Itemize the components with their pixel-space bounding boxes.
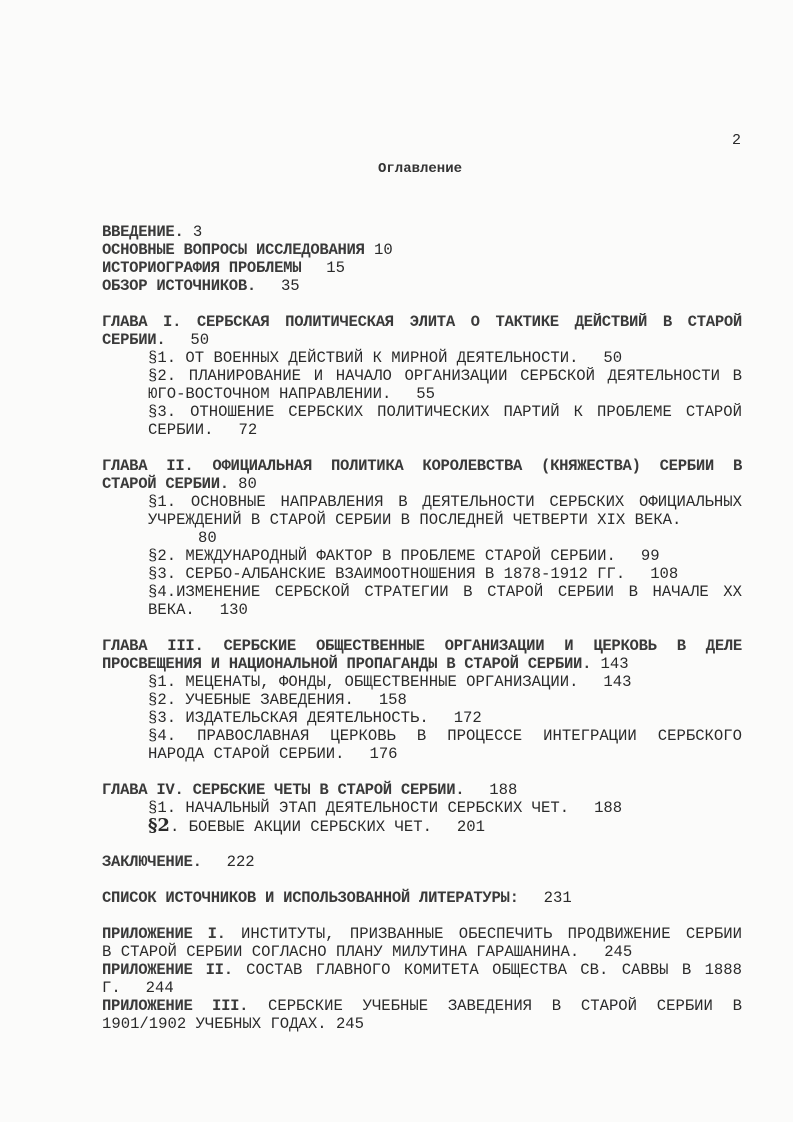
- page-ref: 3: [192, 223, 203, 241]
- toc-heading: [102, 457, 742, 493]
- page-ref: 50: [603, 349, 623, 367]
- toc-line: [148, 565, 742, 583]
- toc-line: [102, 475, 742, 493]
- page-ref: 35: [280, 277, 300, 295]
- entry-text: 1901/1902 УЧЕБНЫХ ГОДАХ.: [102, 1015, 327, 1033]
- toc-line: [102, 637, 742, 655]
- entry-text: §1. НАЧАЛЬНЫЙ ЭТАП ДЕЯТЕЛЬНОСТИ СЕРБСКИХ ЧЕТ.: [148, 799, 570, 817]
- toc-subsection: [102, 565, 742, 583]
- toc-heading: [102, 223, 742, 241]
- page-ref: 245: [604, 943, 633, 961]
- toc-line: [148, 601, 742, 619]
- toc-line: [148, 799, 742, 817]
- entry-text: ГЛАВА III. СЕРБСКИЕ ОБЩЕСТВЕННЫЕ ОРГАНИЗАЦИИ И ЦЕРКОВЬ В ДЕЛЕ: [102, 637, 742, 655]
- toc-line: [102, 331, 742, 349]
- toc-heading: [102, 259, 742, 277]
- page-ref: 50: [190, 331, 210, 349]
- page-ref: 99: [640, 547, 660, 565]
- page-ref: 80: [198, 529, 217, 547]
- toc-line: [148, 547, 742, 565]
- toc-line: [102, 961, 742, 979]
- page-ref: 10: [374, 241, 393, 259]
- page-ref: 172: [453, 709, 482, 727]
- toc-line: [102, 1015, 742, 1033]
- entry-text: ЮГО-ВОСТОЧНОМ НАПРАВЛЕНИИ.: [148, 385, 392, 403]
- page-ref: 244: [145, 979, 174, 997]
- entry-text: ВВЕДЕНИЕ.: [102, 223, 184, 241]
- toc-line: [148, 367, 742, 385]
- entry-text: ГЛАВА IV. СЕРБСКИЕ ЧЕТЫ В СТАРОЙ СЕРБИИ.: [102, 781, 465, 799]
- toc-subsection: [102, 349, 742, 367]
- toc-line: [148, 673, 742, 691]
- entry-text: ВЕКА.: [148, 601, 195, 619]
- entry-text: ИНСТИТУТЫ, ПРИЗВАННЫЕ ОБЕСПЕЧИТЬ ПРОДВИЖЕНИЕ СЕРБИИ: [225, 925, 742, 943]
- entry-text: §3. СЕРБО-АЛБАНСКИЕ ВЗАИМООТНОШЕНИЯ В 1878-1912 ГГ.: [148, 565, 626, 583]
- toc-heading: [102, 637, 742, 673]
- blank-line: [102, 439, 742, 457]
- blank-line: [102, 295, 742, 313]
- toc-line: [102, 979, 742, 997]
- entry-text: §3. ИЗДАТЕЛЬСКАЯ ДЕЯТЕЛЬНОСТЬ.: [148, 709, 429, 727]
- toc-line: [102, 889, 742, 907]
- toc-line: [148, 817, 742, 835]
- entry-text: В СТАРОЙ СЕРБИИ СОГЛАСНО ПЛАНУ МИЛУТИНА ГАРАШАНИНА.: [102, 943, 580, 961]
- toc-line: [148, 403, 742, 421]
- appendix-label: ПРИЛОЖЕНИЕ III.: [102, 997, 249, 1015]
- page-title: Оглавление: [377, 161, 462, 177]
- blank-line: [102, 619, 742, 637]
- table-of-contents: [102, 223, 742, 1033]
- toc-line: [102, 223, 742, 241]
- toc-line: [148, 727, 742, 745]
- page-ref: 158: [378, 691, 407, 709]
- toc-line: [148, 529, 742, 547]
- toc-appendix: [102, 997, 742, 1033]
- toc-line: [148, 583, 742, 601]
- toc-heading: [102, 241, 742, 259]
- entry-text: §1. ОТ ВОЕННЫХ ДЕЙСТВИЙ К МИРНОЙ ДЕЯТЕЛЬНОСТИ.: [148, 349, 579, 367]
- toc-line: [148, 745, 742, 763]
- blank-line: [102, 907, 742, 925]
- entry-text: Г.: [102, 979, 121, 997]
- entry-text: УЧРЕЖДЕНИЙ В СТАРОЙ СЕРБИИ В ПОСЛЕДНЕЙ ЧЕТВЕРТИ XIX ВЕКА.: [148, 511, 682, 529]
- toc-line: [102, 943, 742, 961]
- toc-heading: [102, 853, 742, 871]
- entry-text: СЕРБСКИЕ УЧЕБНЫЕ ЗАВЕДЕНИЯ В СТАРОЙ СЕРБИИ В: [248, 997, 742, 1015]
- toc-line: [148, 421, 742, 439]
- toc-subsection: [102, 709, 742, 727]
- toc-line: [102, 277, 742, 295]
- toc-line: [102, 853, 742, 871]
- page-ref: 15: [326, 259, 345, 277]
- blank-line: [102, 835, 742, 853]
- entry-text: ОБЗОР ИСТОЧНИКОВ.: [102, 277, 256, 295]
- page-ref: 188: [489, 781, 518, 799]
- entry-text: СЕРБИИ.: [102, 331, 166, 349]
- toc-line: [148, 349, 742, 367]
- toc-line: [102, 781, 742, 799]
- page-ref: 245: [335, 1015, 365, 1033]
- toc-subsection: [102, 727, 742, 763]
- toc-subsection: [102, 583, 742, 619]
- entry-text: ГЛАВА II. ОФИЦИАЛЬНАЯ ПОЛИТИКА КОРОЛЕВСТВА (КНЯЖЕСТВА) СЕРБИИ В: [102, 457, 742, 475]
- appendix-label: ПРИЛОЖЕНИЕ II.: [102, 961, 233, 979]
- toc-line: [148, 709, 742, 727]
- toc-subsection: [102, 673, 742, 691]
- page-ref: 72: [238, 421, 258, 439]
- toc-subsection: [102, 691, 742, 709]
- entry-text: СОСТАВ ГЛАВНОГО КОМИТЕТА ОБЩЕСТВА СВ. САВВЫ В 1888: [232, 961, 742, 979]
- page-number: 2: [732, 132, 742, 149]
- handwritten-section-number: §2: [148, 815, 170, 836]
- toc-subsection: [102, 493, 742, 547]
- toc-heading: [102, 889, 742, 907]
- entry-text: СПИСОК ИСТОЧНИКОВ И ИСПОЛЬЗОВАННОЙ ЛИТЕРАТУРЫ:: [102, 889, 519, 907]
- page-ref: 222: [226, 853, 255, 871]
- page-ref: 108: [650, 565, 679, 583]
- page-ref: 201: [456, 818, 485, 836]
- toc-appendix: [102, 961, 742, 997]
- entry-text: ГЛАВА I. СЕРБСКАЯ ПОЛИТИЧЕСКАЯ ЭЛИТА О ТАКТИКЕ ДЕЙСТВИЙ В СТАРОЙ: [102, 313, 742, 331]
- toc-line: [102, 997, 742, 1015]
- toc-line: [102, 313, 742, 331]
- entry-text: §2. УЧЕБНЫЕ ЗАВЕДЕНИЯ.: [148, 691, 354, 709]
- toc-subsection: [102, 799, 742, 817]
- toc-line: [102, 259, 742, 277]
- entry-text: §2. МЕЖДУНАРОДНЫЙ ФАКТОР В ПРОБЛЕМЕ СТАРОЙ СЕРБИИ.: [148, 547, 616, 565]
- page-ref: 188: [594, 799, 623, 817]
- entry-text: §4.ИЗМЕНЕНИЕ СЕРБСКОЙ СТРАТЕГИИ В СТАРОЙ СЕРБИИ В НАЧАЛЕ XX: [148, 583, 742, 601]
- entry-text: . БОЕВЫЕ АКЦИИ СЕРБСКИХ ЧЕТ.: [169, 818, 432, 836]
- appendix-label: ПРИЛОЖЕНИЕ I.: [102, 925, 226, 943]
- entry-text: §1. МЕЦЕНАТЫ, ФОНДЫ, ОБЩЕСТВЕННЫЕ ОРГАНИЗАЦИИ.: [148, 673, 579, 691]
- page-ref: 80: [238, 475, 257, 493]
- toc-subsection: [102, 817, 742, 835]
- entry-text: §3. ОТНОШЕНИЕ СЕРБСКИХ ПОЛИТИЧЕСКИХ ПАРТИЙ К ПРОБЛЕМЕ СТАРОЙ: [148, 403, 742, 421]
- toc-subsection: [102, 367, 742, 403]
- entry-text: СТАРОЙ СЕРБИИ.: [102, 475, 229, 493]
- entry-text: §1. ОСНОВНЫЕ НАПРАВЛЕНИЯ В ДЕЯТЕЛЬНОСТИ СЕРБСКИХ ОФИЦИАЛЬНЫХ: [148, 493, 742, 511]
- toc-line: [148, 691, 742, 709]
- blank-line: [102, 763, 742, 781]
- toc-line: [102, 925, 742, 943]
- blank-line: [102, 871, 742, 889]
- toc-line: [148, 511, 742, 529]
- entry-text: СЕРБИИ.: [148, 421, 214, 439]
- toc-line: [148, 493, 742, 511]
- page-ref: 55: [416, 385, 435, 403]
- page-ref: 176: [369, 745, 398, 763]
- toc-subsection: [102, 403, 742, 439]
- toc-subsection: [102, 547, 742, 565]
- toc-line: [148, 385, 742, 403]
- entry-text: НАРОДА СТАРОЙ СЕРБИИ.: [148, 745, 345, 763]
- entry-text: ОСНОВНЫЕ ВОПРОСЫ ИССЛЕДОВАНИЯ: [102, 241, 365, 259]
- page-ref: 130: [219, 601, 248, 619]
- entry-text: ИСТОРИОГРАФИЯ ПРОБЛЕМЫ: [102, 259, 302, 277]
- page-ref: 143: [600, 655, 629, 673]
- page-ref: 143: [603, 673, 632, 691]
- toc-line: [102, 457, 742, 475]
- entry-text: ПРОСВЕЩЕНИЯ И НАЦИОНАЛЬНОЙ ПРОПАГАНДЫ В СТАРОЙ СЕРБИИ.: [102, 655, 592, 673]
- toc-line: [102, 655, 742, 673]
- entry-text: §2. ПЛАНИРОВАНИЕ И НАЧАЛО ОРГАНИЗАЦИИ СЕРБСКОЙ ДЕЯТЕЛЬНОСТИ В: [148, 367, 742, 385]
- toc-line: [102, 241, 742, 259]
- entry-text: §4. ПРАВОСЛАВНАЯ ЦЕРКОВЬ В ПРОЦЕССЕ ИНТЕГРАЦИИ СЕРБСКОГО: [148, 727, 742, 745]
- toc-heading: [102, 781, 742, 799]
- toc-heading: [102, 277, 742, 295]
- toc-heading: [102, 313, 742, 349]
- entry-text: ЗАКЛЮЧЕНИЕ.: [102, 853, 202, 871]
- toc-appendix: [102, 925, 742, 961]
- page-ref: 231: [543, 889, 572, 907]
